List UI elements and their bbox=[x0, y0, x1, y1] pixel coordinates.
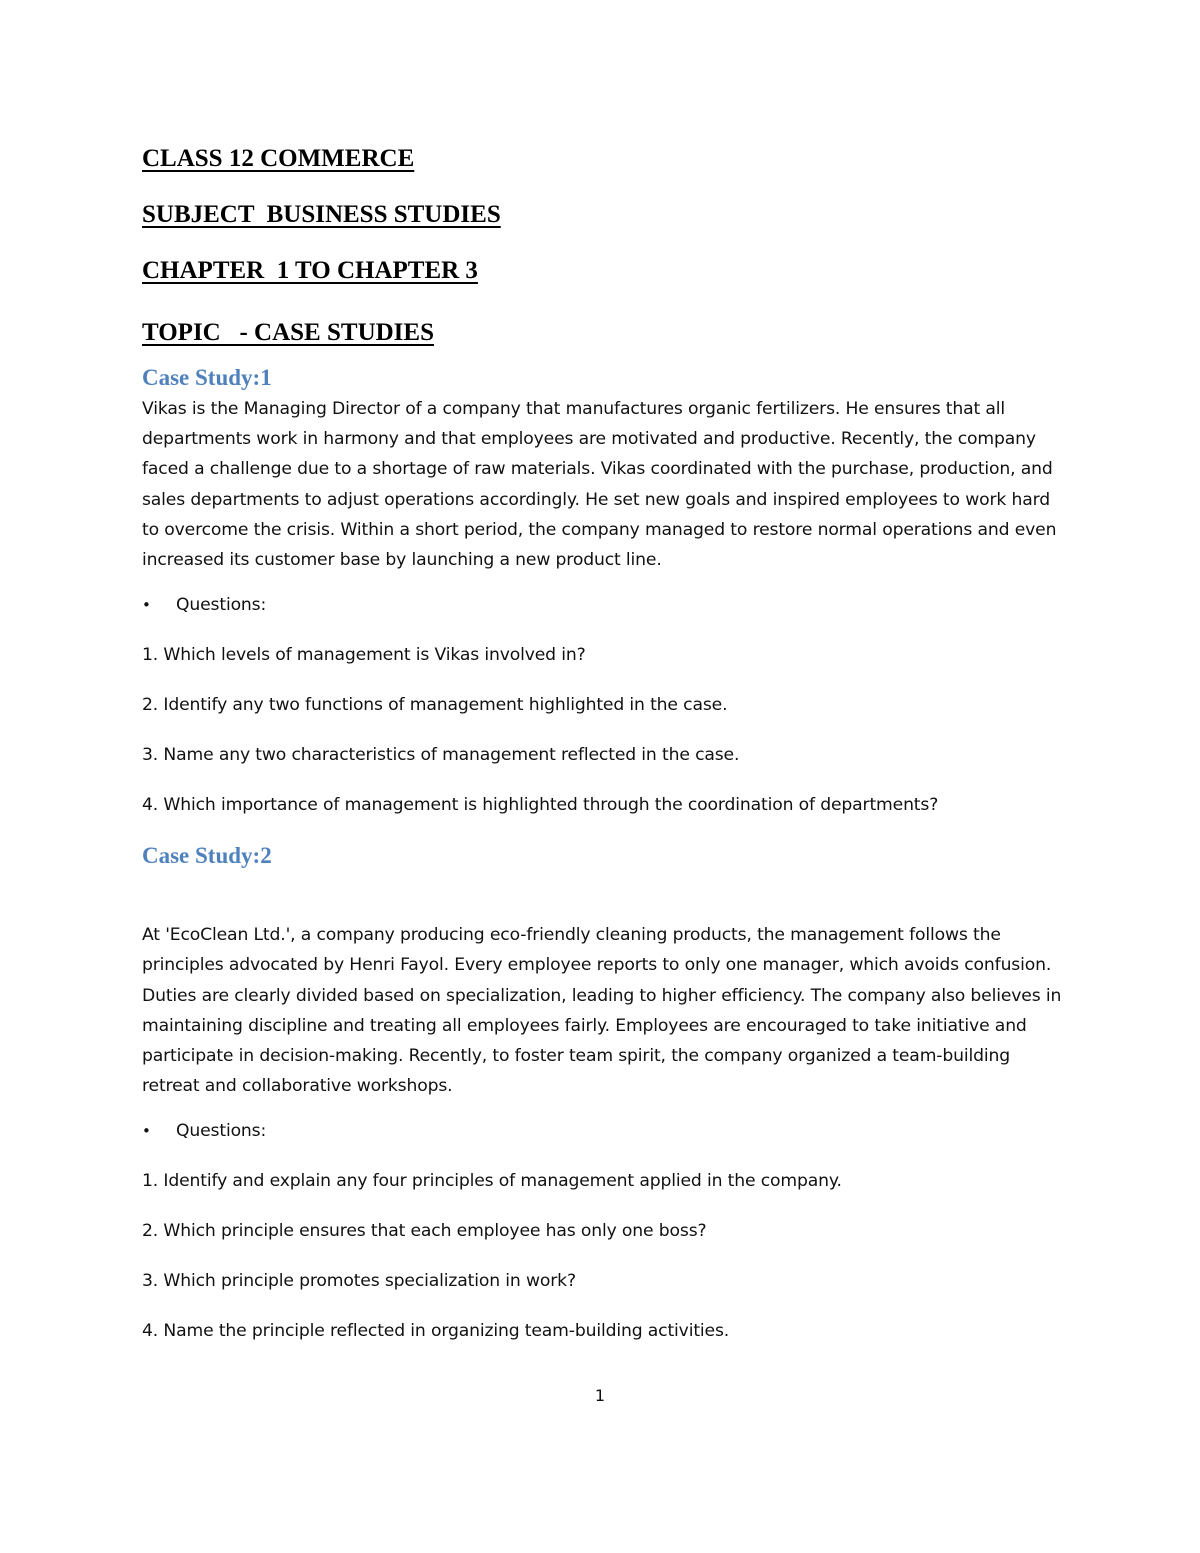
questions-label: Questions: bbox=[176, 595, 267, 616]
case-study-2-paragraph: At 'EcoClean Ltd.', a company producing eco-friendly cleaning products, the management follows the principles advocated by Henri Fayol. Every employee reports to only one manager, which avoids confusion. Duties are clearly divided based on specialization, leading to higher efficiency. The company also believes in maintaining discipline and treating all employees fairly. Employees are encouraged to take initiative and participate in decision-making. Recently, to foster team spirit, the company organized a team-building retreat and collaborative workshops. bbox=[142, 925, 1062, 1097]
case-study-1-title: Case Study:1 bbox=[142, 365, 272, 390]
case-study-1-question-1: 1. Which levels of management is Vikas involved in? bbox=[142, 645, 586, 666]
case-study-2-title: Case Study:2 bbox=[142, 843, 272, 869]
case-study-1-question-2: 2. Identify any two functions of management highlighted in the case. bbox=[142, 695, 728, 716]
page-content bbox=[142, 138, 1072, 1343]
subject-heading: SUBJECT BUSINESS STUDIES bbox=[142, 201, 501, 228]
case-study-2-question-2: 2. Which principle ensures that each employee has only one boss? bbox=[142, 1221, 707, 1242]
case-study-2-questions-label bbox=[142, 1119, 1072, 1143]
page-number: 1 bbox=[594, 1386, 606, 1405]
bullet-icon: • bbox=[142, 596, 151, 615]
case-study-2-question-4: 4. Name the principle reflected in organizing team-building activities. bbox=[142, 1321, 730, 1342]
questions-label: Questions: bbox=[176, 1121, 267, 1142]
case-study-1-question-4: 4. Which importance of management is highlighted through the coordination of departments? bbox=[142, 795, 939, 816]
case-study-1-questions-label bbox=[142, 593, 1072, 617]
chapter-heading: CHAPTER 1 TO CHAPTER 3 bbox=[142, 257, 478, 284]
topic-heading: TOPIC - CASE STUDIES bbox=[142, 319, 434, 346]
case-study-1-paragraph: Vikas is the Managing Director of a company that manufactures organic fertilizers. He ensures that all departments work in harmony and that employees are motivated and productive. Recently, the company faced a challenge due to a shortage of raw materials. Vikas coordinated with the purchase, production, and sales departments to adjust operations accordingly. He set new goals and inspired employees to work hard to overcome the crisis. Within a short period, the company managed to restore normal operations and even increased its customer base by launching a new product line. bbox=[142, 399, 1057, 571]
case-study-2-question-3: 3. Which principle promotes specialization in work? bbox=[142, 1271, 576, 1292]
class-heading: CLASS 12 COMMERCE bbox=[142, 145, 415, 172]
case-study-2-question-1: 1. Identify and explain any four principles of management applied in the company. bbox=[142, 1171, 842, 1192]
bullet-icon: • bbox=[142, 1122, 151, 1141]
case-study-1-question-3: 3. Name any two characteristics of management reflected in the case. bbox=[142, 745, 740, 766]
